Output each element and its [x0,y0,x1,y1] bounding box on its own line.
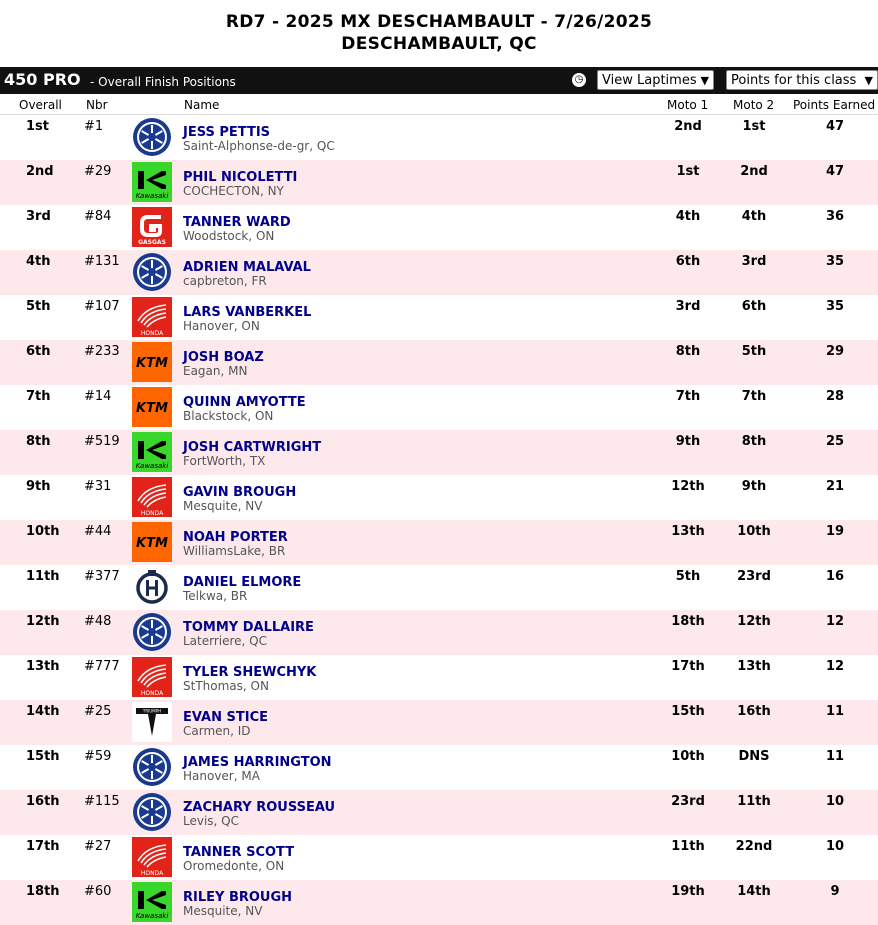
rider-number: #31 [84,479,112,494]
rider-name-link[interactable]: ADRIEN MALAVAL [183,260,311,275]
table-row [0,565,878,610]
table-row [0,205,878,250]
laptimes-select-value: View Laptimes [602,73,697,88]
rider-number: #84 [84,209,112,224]
rider-name-link[interactable]: JOSH CARTWRIGHT [183,440,322,455]
points-earned: 47 [825,164,845,179]
table-row [0,115,878,160]
points-earned: 19 [825,524,845,539]
overall-position: 14th [26,704,60,719]
points-earned: 12 [825,659,845,674]
table-row [0,835,878,880]
event-title [0,0,878,56]
moto2-result: 22nd [735,839,773,854]
svg-text:TRIUMPH: TRIUMPH [142,708,162,714]
rider-location: Hanover, MA [183,769,260,783]
moto1-result: 23rd [671,794,705,809]
rider-number: #131 [84,254,120,269]
rider-name-link[interactable]: TYLER SHEWCHYK [183,665,317,680]
moto1-result: 18th [671,614,705,629]
header-points: Points Earned [793,98,876,112]
rider-number: #29 [84,164,112,179]
overall-position: 5th [26,299,51,314]
table-row [0,520,878,565]
rider-location: Hanover, ON [183,319,260,333]
points-earned: 21 [825,479,845,494]
rider-name-link[interactable]: JAMES HARRINGTON [183,755,332,770]
moto2-result: 3rd [741,254,767,269]
gasgas-logo-icon [132,207,172,247]
clock-icon: ◷ [572,73,586,87]
kawasaki-logo-icon [132,432,172,472]
table-row [0,790,878,835]
rider-name-link[interactable]: NOAH PORTER [183,530,288,545]
table-row [0,340,878,385]
rider-location: Laterriere, QC [183,634,268,648]
points-earned: 29 [825,344,845,359]
rider-name-link[interactable]: ZACHARY ROUSSEAU [183,800,336,815]
svg-text:Kawasaki: Kawasaki [135,912,169,920]
class-name: 450 PRO [4,70,81,89]
moto2-result: 6th [741,299,767,314]
svg-text:KTM: KTM [136,356,168,371]
rider-number: #27 [84,839,112,854]
points-earned: 47 [825,119,845,134]
moto1-result: 4th [675,209,701,224]
rider-number: #1 [84,119,104,134]
yamaha-logo-icon [132,612,172,652]
overall-position: 1st [26,119,49,134]
rider-name-link[interactable]: JESS PETTIS [183,125,271,140]
table-row [0,700,878,745]
table-row [0,385,878,430]
rider-location: capbreton, FR [183,274,267,288]
yamaha-logo-icon [132,792,172,832]
points-earned: 9 [830,884,840,899]
rider-number: #60 [84,884,112,899]
moto1-result: 13th [671,524,705,539]
rider-number: #777 [84,659,120,674]
overall-position: 13th [26,659,60,674]
ktm-logo-icon [132,387,172,427]
moto2-result: 9th [741,479,767,494]
rider-number: #59 [84,749,112,764]
table-row [0,430,878,475]
rider-number: #233 [84,344,120,359]
rider-name-link[interactable]: TANNER WARD [183,215,291,230]
event-title-line2: DESCHAMBAULT, QC [341,34,537,54]
moto2-result: 4th [741,209,767,224]
points-earned: 25 [825,434,845,449]
rider-name-link[interactable]: DANIEL ELMORE [183,575,302,590]
table-row [0,160,878,205]
header-moto1: Moto 1 [667,98,709,112]
ktm-logo-icon [132,342,172,382]
overall-position: 16th [26,794,60,809]
overall-position: 10th [26,524,60,539]
moto1-result: 11th [671,839,705,854]
moto1-result: 15th [671,704,705,719]
rider-name-link[interactable]: QUINN AMYOTTE [183,395,306,410]
points-select[interactable] [726,70,878,90]
moto1-result: 1st [676,164,700,179]
rider-name-link[interactable]: PHIL NICOLETTI [183,170,298,185]
moto1-result: 12th [671,479,705,494]
rider-name-link[interactable]: TANNER SCOTT [183,845,295,860]
rider-name-link[interactable]: LARS VANBERKEL [183,305,312,320]
table-row [0,250,878,295]
kawasaki-logo-icon [132,162,172,202]
overall-position: 2nd [26,164,54,179]
header-name: Name [184,98,220,112]
table-row [0,610,878,655]
rider-location: Levis, QC [183,814,239,828]
table-row [0,880,878,925]
rider-location: Mesquite, NV [183,904,263,918]
rider-name-link[interactable]: RILEY BROUGH [183,890,293,905]
overall-position: 6th [26,344,51,359]
yamaha-logo-icon [132,747,172,787]
rider-name-link[interactable]: GAVIN BROUGH [183,485,297,500]
points-earned: 10 [825,839,845,854]
event-title-line1: RD7 - 2025 MX DESCHAMBAULT - 7/26/2025 [225,12,653,32]
rider-number: #115 [84,794,120,809]
points-select-value: Points for this class [731,73,857,88]
points-earned: 11 [825,704,845,719]
moto1-result: 17th [671,659,705,674]
svg-text:Kawasaki: Kawasaki [135,462,169,470]
moto2-result: 8th [741,434,767,449]
overall-position: 12th [26,614,60,629]
rider-location: Carmen, ID [183,724,251,738]
rider-number: #25 [84,704,112,719]
header-overall: Overall [19,98,62,112]
rider-name-link[interactable]: EVAN STICE [183,710,269,725]
table-row [0,745,878,790]
table-row [0,295,878,340]
rider-number: #44 [84,524,112,539]
rider-location: Saint-Alphonse-de-gr, QC [183,139,335,153]
moto2-result: 16th [737,704,771,719]
moto2-result: 7th [741,389,767,404]
points-earned: 11 [825,749,845,764]
rider-location: Woodstock, ON [183,229,275,243]
rider-location: StThomas, ON [183,679,269,693]
points-earned: 12 [825,614,845,629]
rider-number: #519 [84,434,120,449]
moto2-result: 10th [737,524,771,539]
moto2-result: 12th [737,614,771,629]
rider-number: #107 [84,299,120,314]
svg-text:HONDA: HONDA [140,330,164,337]
overall-position: 7th [26,389,51,404]
moto2-result: 1st [742,119,766,134]
overall-position: 8th [26,434,51,449]
overall-position: 18th [26,884,60,899]
yamaha-logo-icon [132,252,172,292]
husqvarna-logo-icon [132,567,172,607]
points-earned: 28 [825,389,845,404]
rider-location: Mesquite, NV [183,499,263,513]
class-bar [0,67,878,94]
moto2-result: 14th [737,884,771,899]
class-subtitle: - Overall Finish Positions [90,75,236,89]
overall-position: 11th [26,569,60,584]
moto1-result: 8th [675,344,701,359]
honda-logo-icon [132,477,172,517]
moto2-result: 5th [741,344,767,359]
points-earned: 10 [825,794,845,809]
rider-location: Blackstock, ON [183,409,274,423]
table-row [0,475,878,520]
chevron-down-icon: ▼ [864,74,873,87]
points-earned: 35 [825,299,845,314]
rider-number: #377 [84,569,120,584]
moto1-result: 6th [675,254,701,269]
svg-text:Kawasaki: Kawasaki [135,192,169,200]
moto1-result: 19th [671,884,705,899]
svg-text:GASGAS: GASGAS [138,239,166,246]
points-earned: 16 [825,569,845,584]
moto1-result: 7th [675,389,701,404]
svg-text:HONDA: HONDA [140,690,164,697]
overall-position: 3rd [26,209,51,224]
rider-name-link[interactable]: JOSH BOAZ [183,350,264,365]
svg-text:KTM: KTM [136,401,168,416]
overall-position: 4th [26,254,51,269]
rider-location: FortWorth, TX [183,454,266,468]
honda-logo-icon [132,657,172,697]
moto1-result: 3rd [675,299,701,314]
chevron-down-icon: ▼ [700,74,709,87]
laptimes-select[interactable] [597,70,714,90]
overall-position: 9th [26,479,51,494]
table-row [0,655,878,700]
moto2-result: DNS [738,749,770,764]
moto1-result: 9th [675,434,701,449]
moto1-result: 2nd [674,119,702,134]
ktm-logo-icon [132,522,172,562]
svg-text:HONDA: HONDA [140,510,164,517]
moto2-result: 11th [737,794,771,809]
header-nbr: Nbr [86,98,108,112]
points-earned: 36 [825,209,845,224]
svg-text:HONDA: HONDA [140,870,164,877]
table-header [0,96,878,115]
rider-location: Telkwa, BR [183,589,248,603]
kawasaki-logo-icon [132,882,172,922]
header-moto2: Moto 2 [733,98,775,112]
rider-location: COCHECTON, NY [183,184,284,198]
moto1-result: 5th [675,569,701,584]
svg-text:KTM: KTM [136,536,168,551]
triumph-logo-icon [132,702,172,742]
moto1-result: 10th [671,749,705,764]
moto2-result: 2nd [740,164,768,179]
rider-number: #48 [84,614,112,629]
rider-location: Oromedonte, ON [183,859,285,873]
moto2-result: 13th [737,659,771,674]
rider-name-link[interactable]: TOMMY DALLAIRE [183,620,314,635]
honda-logo-icon [132,297,172,337]
rider-location: Eagan, MN [183,364,248,378]
overall-position: 15th [26,749,60,764]
rider-location: WilliamsLake, BR [183,544,286,558]
rider-number: #14 [84,389,112,404]
honda-logo-icon [132,837,172,877]
yamaha-logo-icon [132,117,172,157]
points-earned: 35 [825,254,845,269]
moto2-result: 23rd [737,569,771,584]
overall-position: 17th [26,839,60,854]
